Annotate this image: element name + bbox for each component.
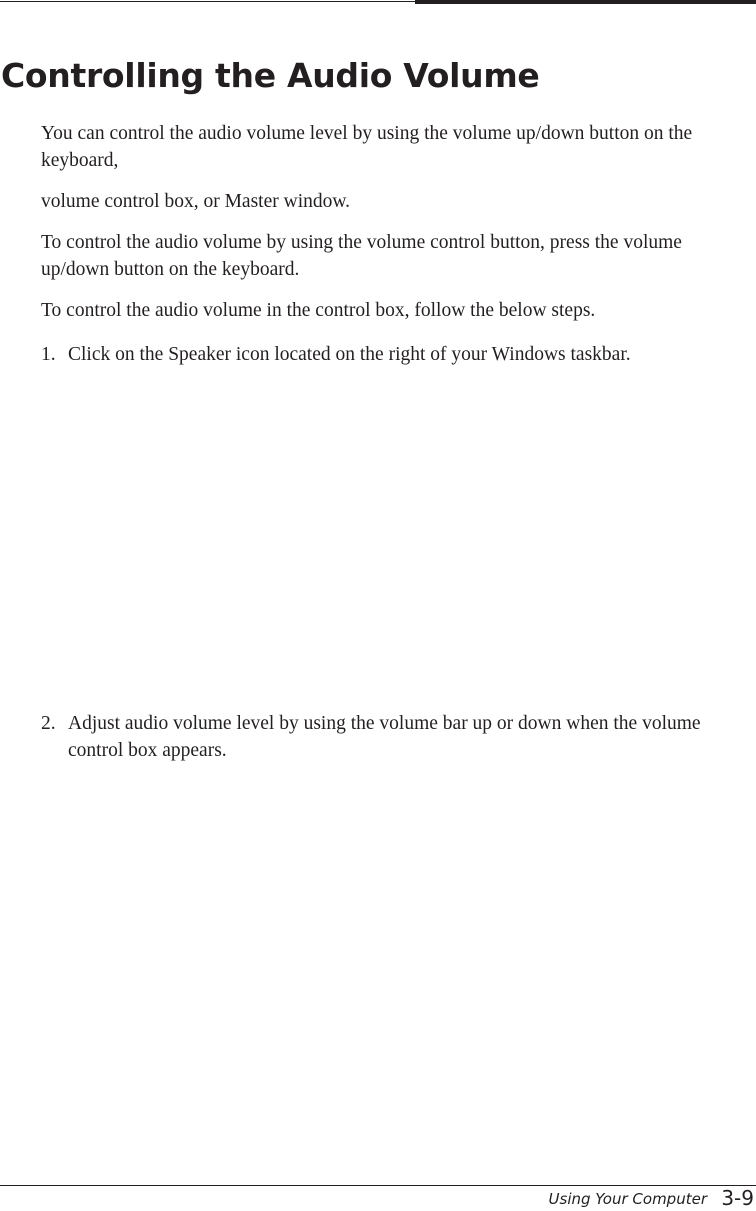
page-number: 3-9	[721, 1186, 754, 1210]
intro-paragraph-continued: volume control box, or Master window.	[41, 191, 351, 212]
step-1	[41, 341, 753, 368]
step-text: Click on the Speaker icon located on the right of your Windows taskbar.	[68, 344, 631, 365]
page-title: Controlling the Audio Volume	[1, 56, 540, 95]
footer-section-title: Using Your Computer	[548, 1190, 707, 1208]
step-2	[41, 710, 753, 764]
step-number: 1.	[41, 344, 56, 365]
step-number: 2.	[41, 713, 56, 734]
control-box-paragraph: To control the audio volume in the control box, follow the below steps.	[41, 300, 596, 321]
volume-button-paragraph: To control the audio volume by using the volume control button, press the volume up/down button on the keyboard.	[41, 232, 682, 280]
step-text: Adjust audio volume level by using the volume bar up or down when the volume control box appears.	[68, 713, 701, 761]
top-rule-thick	[415, 0, 756, 4]
footer-rule	[0, 1185, 756, 1186]
top-rule-thin	[0, 1, 415, 2]
intro-paragraph: You can control the audio volume level by using the volume up/down button on the keyboard,	[41, 123, 693, 171]
